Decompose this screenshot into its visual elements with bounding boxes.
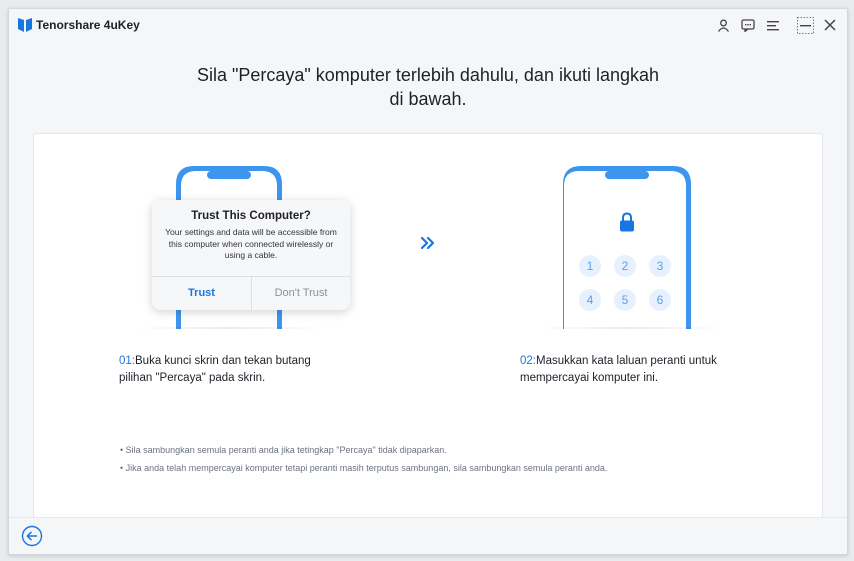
- instruction-card: [33, 133, 823, 518]
- double-chevron-right-icon: [420, 236, 436, 250]
- dont-trust-button: Don't Trust: [274, 287, 328, 299]
- step-1-text-line1: Buka kunci skrin dan tekan butang: [135, 355, 311, 367]
- page-heading: [9, 63, 847, 111]
- dialog-body: Your settings and data will be accessible from this computer when connected wirelessly or using a cable.: [165, 227, 337, 260]
- close-icon: [824, 19, 836, 31]
- minimize-icon: [797, 17, 814, 34]
- back-arrow-icon[interactable]: [21, 525, 43, 547]
- feedback-icon: [741, 19, 755, 32]
- tenorshare-logo-icon: [18, 17, 32, 33]
- step-1-number: 01:: [119, 355, 135, 367]
- trust-dialog: [152, 200, 350, 310]
- feedback-button[interactable]: [739, 16, 757, 34]
- app-window: [8, 8, 848, 555]
- trust-button: Trust: [188, 287, 215, 299]
- footer-bar: [9, 517, 847, 555]
- keypad-key: 6: [649, 289, 671, 311]
- step-2-number: 02:: [520, 355, 536, 367]
- title-bar: [9, 9, 847, 43]
- close-button[interactable]: [821, 16, 839, 34]
- user-icon: [717, 19, 730, 32]
- phone-shadow: [534, 327, 724, 329]
- step-2-text-line2: mempercayai komputer ini.: [520, 372, 659, 384]
- note-item: • Jika anda telah mempercayai komputer tetapi peranti masih terputus sambungan, sila sambungkan semula peranti anda.: [120, 463, 608, 473]
- step-2: [520, 353, 717, 387]
- keypad-key: 1: [579, 255, 601, 277]
- keypad-key: 5: [614, 289, 636, 311]
- menu-icon: [767, 20, 780, 31]
- keypad-key: 3: [649, 255, 671, 277]
- step-1-text-line2: pilihan "Percaya" pada skrin.: [119, 372, 266, 384]
- menu-button[interactable]: [764, 16, 782, 34]
- phone-shadow: [134, 327, 324, 329]
- phone-passcode-illustration: [558, 164, 696, 329]
- app-title: Tenorshare 4uKey: [36, 18, 140, 32]
- page-heading-line1: Sila "Percaya" komputer terlebih dahulu, dan ikuti langkah: [196, 65, 660, 85]
- step-1: [119, 353, 311, 387]
- page-heading-line2: di bawah.: [389, 89, 467, 109]
- keypad-key: 2: [614, 255, 636, 277]
- lock-icon: [619, 212, 635, 232]
- dialog-title: Trust This Computer?: [191, 210, 311, 222]
- user-button[interactable]: [714, 16, 732, 34]
- minimize-button[interactable]: [796, 16, 814, 34]
- note-item: • Sila sambungkan semula peranti anda jika tetingkap "Percaya" tidak dipaparkan.: [120, 445, 447, 455]
- step-2-text-line1: Masukkan kata laluan peranti untuk: [536, 355, 717, 367]
- keypad-key: 4: [579, 289, 601, 311]
